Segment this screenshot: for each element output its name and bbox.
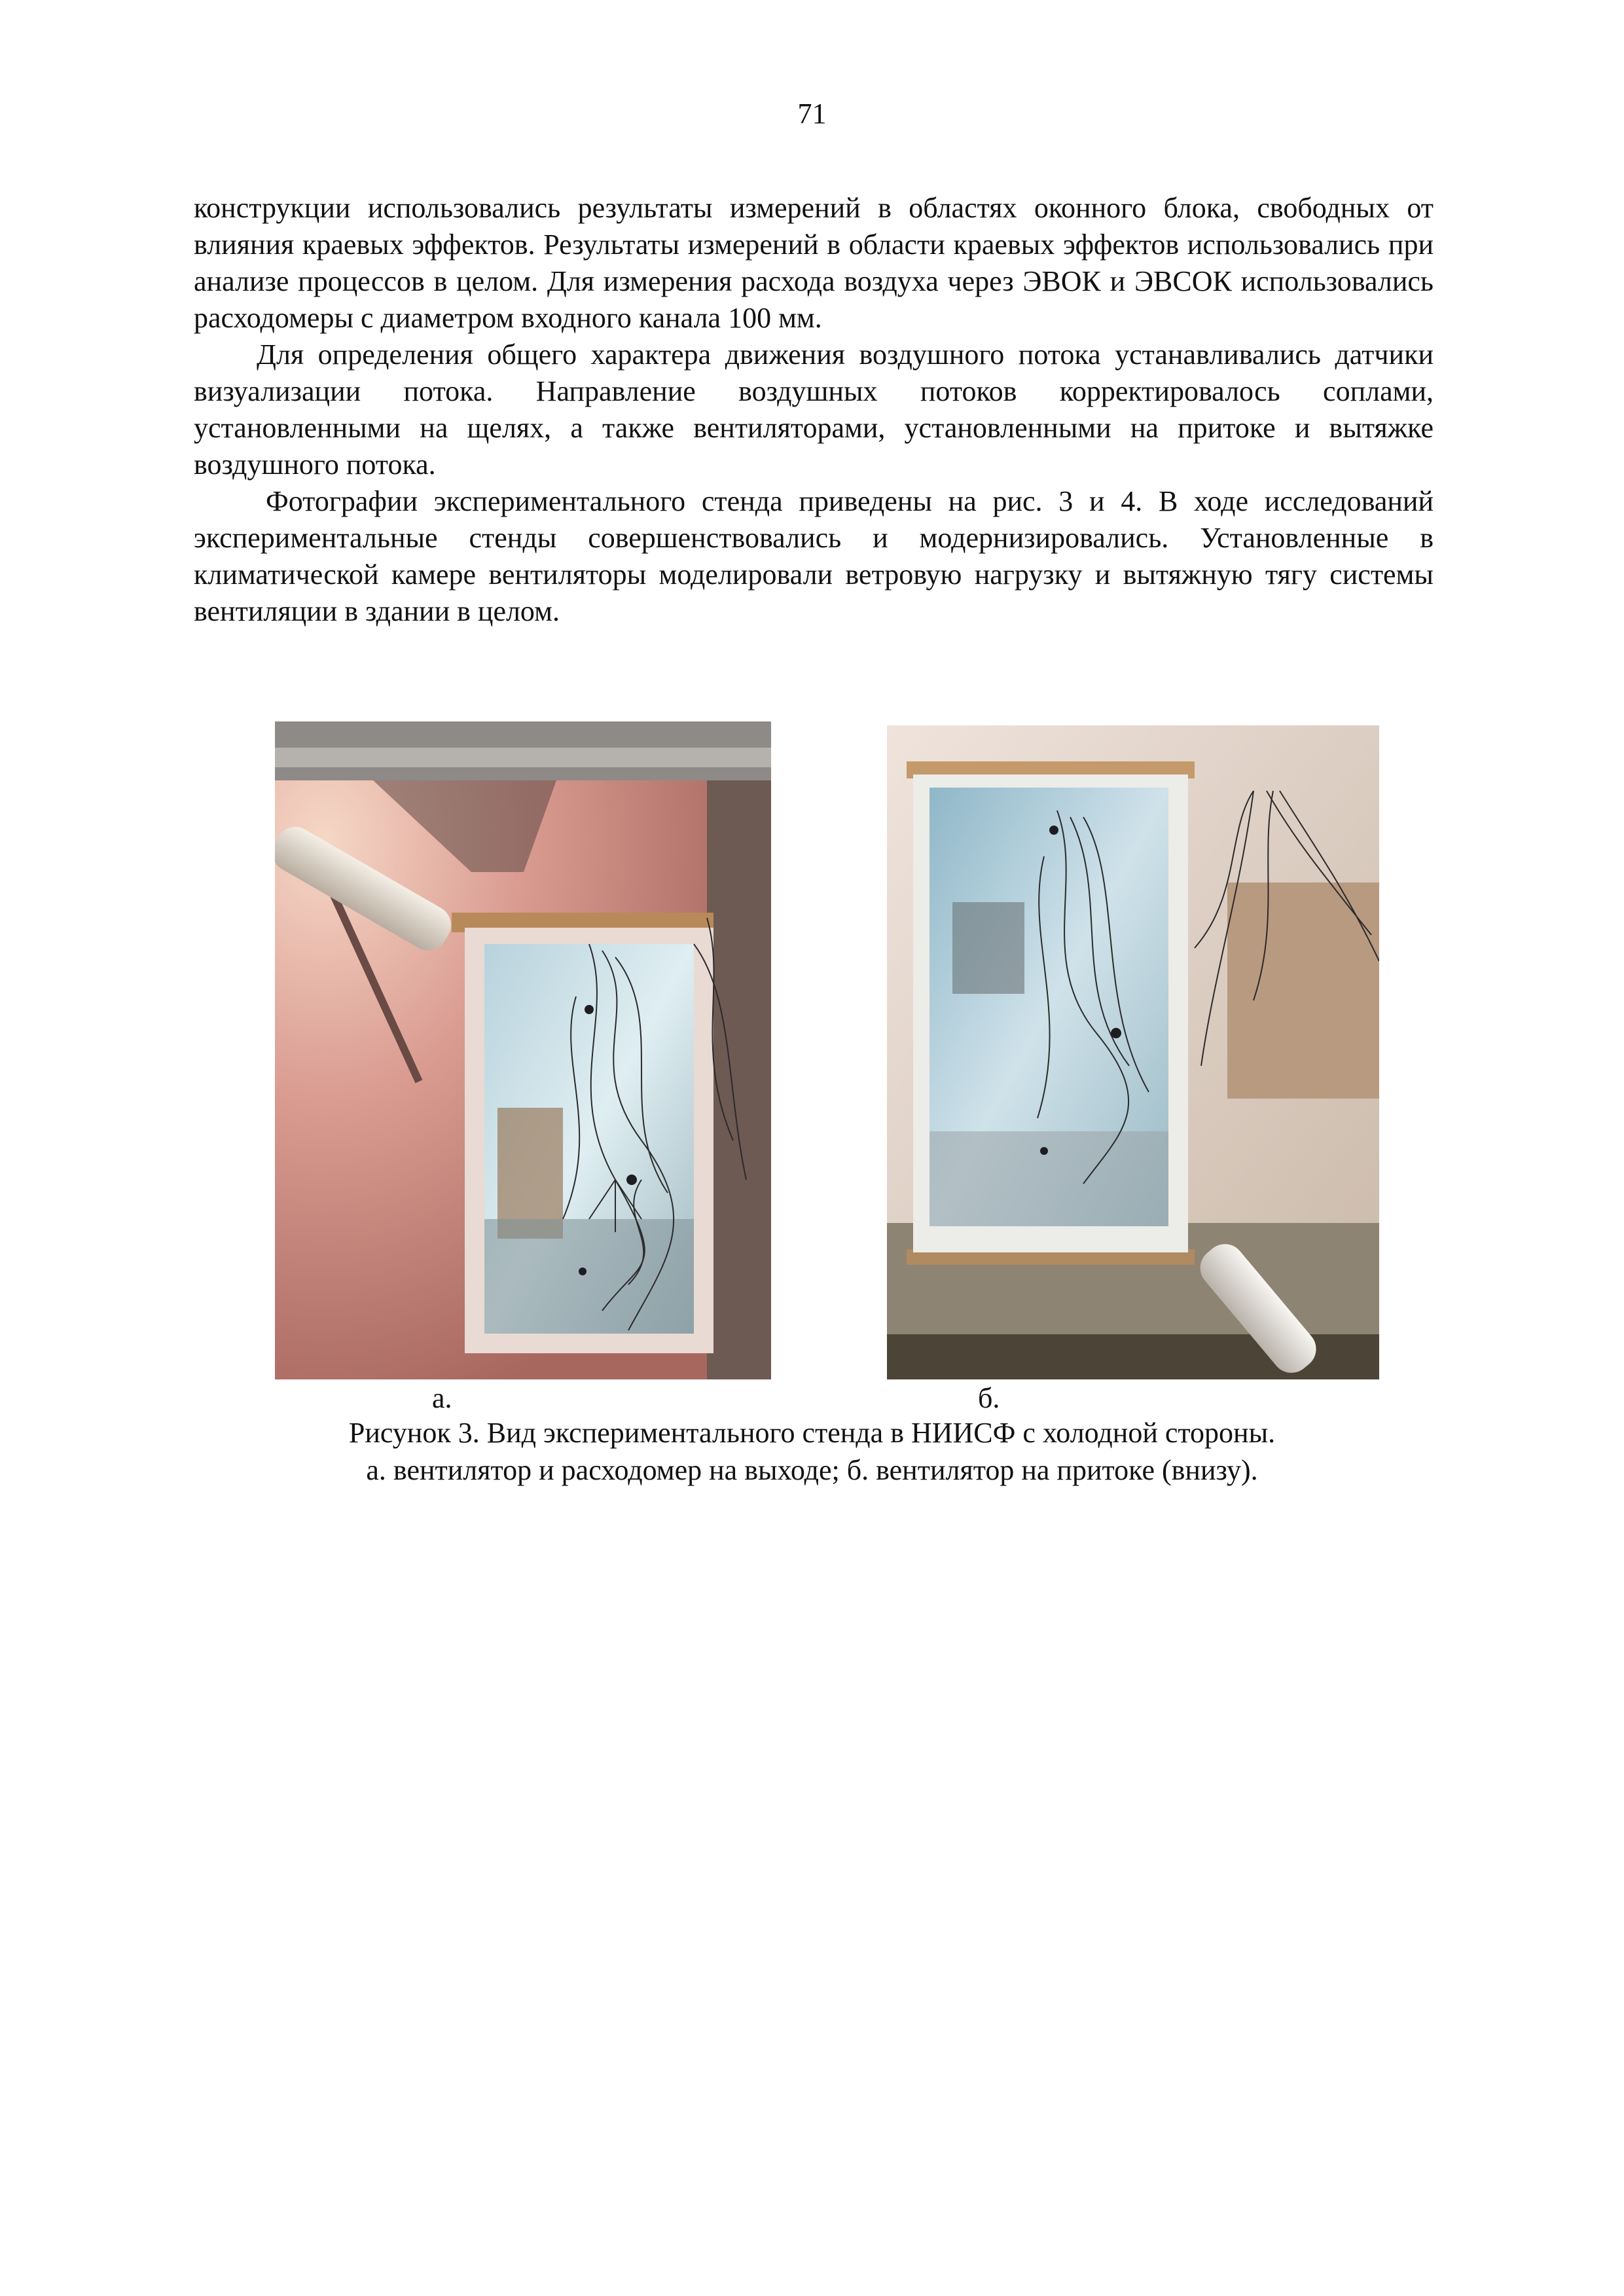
- photo-a: [275, 721, 771, 1379]
- figure-subcaption: а. вентилятор и расходомер на выходе; б. вентилятор на притоке (внизу).: [366, 1454, 1258, 1486]
- figure-label-a: а.: [432, 1382, 452, 1414]
- photo-b: [887, 725, 1379, 1379]
- body-text: [194, 190, 1434, 630]
- figure-caption: Рисунок 3. Вид экспериментального стенда в НИИСФ с холодной стороны.: [348, 1417, 1276, 1449]
- paragraph-3: Фотографии экспериментального стенда приведены на рис. 3 и 4. В ходе исследований экспериментальные стенды совершенствовались и модернизировались. Установленные в климатической камере вентиляторы моделировали ветровую нагрузку и вытяжную тягу системы вентиляции в здании в целом.: [194, 485, 1434, 627]
- paragraph-2: Для определения общего характера движения воздушного потока устанавливались датчики визуализации потока. Направление воздушных потоков корректировалось соплами, установленными на щелях, а также вентиляторами, установленными на притоке и вытяжке воздушного потока.: [194, 338, 1434, 481]
- page-number: 71: [797, 98, 827, 130]
- figure-label-b: б.: [978, 1382, 1000, 1414]
- paragraph-1: конструкции использовались результаты измерений в областях оконного блока, свободных от влияния краевых эффектов. Результаты измерений в области краевых эффектов использовались при анализе процессов в целом. Для измерения расхода воздуха через ЭВОК и ЭВСОК использовались расходомеры с диаметром входного канала 100 мм.: [194, 192, 1434, 334]
